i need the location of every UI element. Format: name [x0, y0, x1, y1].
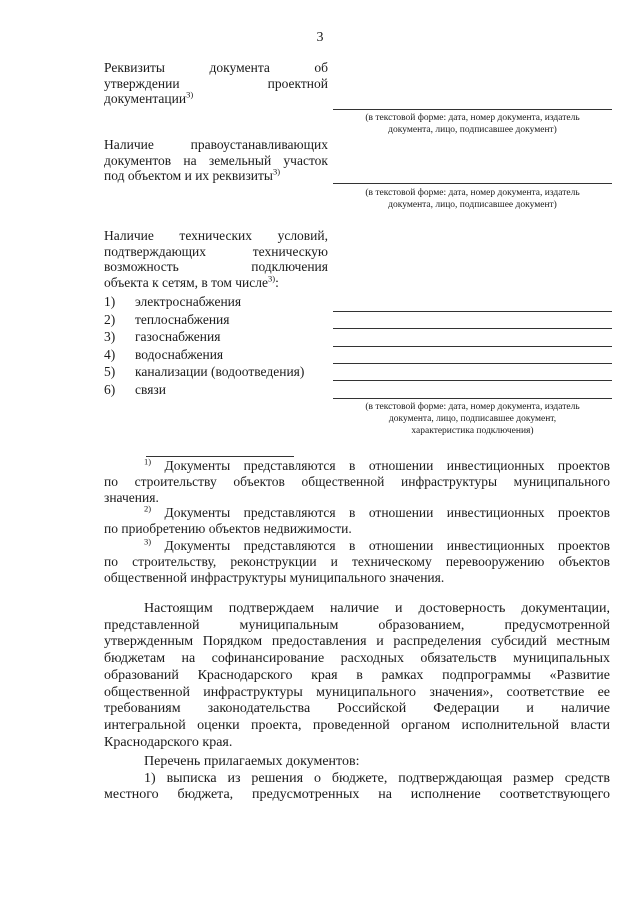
tech-label-line-1: Наличие технических условий, — [104, 228, 328, 243]
tech-label-line-3: возможность подключения — [104, 259, 328, 274]
attachments-section — [104, 754, 610, 804]
tech-conditions-label — [104, 228, 328, 290]
approval-input-line[interactable] — [333, 109, 612, 110]
list-item: 3) газоснабжения — [104, 329, 221, 344]
sewage-input-line[interactable] — [333, 380, 612, 381]
footnote-ref: 3) — [268, 273, 276, 283]
gas-input-line[interactable] — [333, 346, 612, 347]
list-item: 1) электроснабжения — [104, 294, 242, 309]
attachment-item-cont: местного бюджета, предусмотренных на исполнение соответствующего — [104, 787, 610, 803]
list-item: 2) теплоснабжения — [104, 311, 230, 327]
land-rights-input-line[interactable] — [333, 183, 612, 184]
land-rights-label — [104, 137, 328, 184]
approval-label-line-1: Реквизиты документа об — [104, 60, 328, 75]
connection-list — [104, 293, 334, 398]
list-item: 6) связи — [104, 381, 166, 397]
attachment-item: 1) выписка из решения о бюджете, подтверждающая размер средств — [144, 770, 610, 786]
footnote-mark: 1) — [144, 456, 152, 467]
attachments-title: Перечень прилагаемых документов: — [144, 754, 360, 769]
list-item: 4) водоснабжения — [104, 346, 224, 362]
footnote-mark: 3) — [144, 536, 152, 547]
footnote-ref: 3) — [186, 89, 194, 100]
tech-label-line-2: подтверждающих техническую — [104, 243, 328, 259]
water-input-line[interactable] — [333, 363, 612, 364]
communications-input-line[interactable] — [333, 398, 612, 399]
tech-conditions-hint: (в текстовой форме: дата, номер документа, издатель документа, лицо, подписавшее документ, характеристика подключения) — [365, 402, 580, 436]
footnote-ref: 3) — [272, 166, 281, 177]
land-rights-hint: (в текстовой форме: дата, номер документа, издатель документа, лицо, подписавшее документ) — [365, 188, 580, 210]
land-label-line-2: документов на земельный участок — [104, 152, 328, 168]
footnote-1: $^{1)}$ Документы представляются в отношении инвестиционных проектов по строительству объектов общественной инфраструктуры муниципального значения. — [104, 456, 611, 505]
approval-label-line-3: документации$^{3)}$ — [104, 89, 194, 106]
footnote-2: $^{2)}$ Документы представляются в отношении инвестиционных проектов по приобретению объектов недвижимости. — [104, 503, 611, 536]
heat-input-line[interactable] — [333, 328, 612, 329]
page-number: 3 — [316, 30, 324, 45]
electricity-input-line[interactable] — [333, 311, 612, 312]
approval-label-line-2: утверждении проектной — [104, 75, 328, 91]
footnote-separator — [146, 456, 294, 457]
land-label-line-1: Наличие правоустанавливающих — [104, 137, 328, 152]
tech-label-line-4: объекта к сетям, в том числе$^{3)}$: — [104, 273, 279, 290]
land-label-line-3: под объектом и их реквизиты$^{3)}$ — [104, 166, 281, 183]
list-item: 5) канализации (водоотведения) — [104, 364, 305, 379]
confirmation-paragraph: Настоящим подтверждаем наличие и достоверность документации, представленной муниципальным образованием, предусмотренной утвержденным Порядком предоставления и распределения субсидий местным бюджетам на софинансирование расходных обязательств муниципальных образований Краснодарского края в рамках подпрограммы «Развитие общественной инфраструктуры муниципального значения», соответствие ее требованиям законодательства Российской Федерации и наличие интегральной оценки проекта, проведенной органом исполнительной власти Краснодарского края. — [104, 601, 610, 750]
approval-doc-label — [104, 60, 328, 107]
footnote-3: $^{3)}$ Документы представляются в отношении инвестиционных проектов по строительству, реконструкции и техническому перевооружению объектов общественной инфраструктуры муниципального значения. — [104, 536, 611, 585]
approval-hint: (в текстовой форме: дата, номер документа, издатель документа, лицо, подписавшее документ) — [365, 113, 580, 135]
footnote-mark: 2) — [144, 503, 152, 514]
